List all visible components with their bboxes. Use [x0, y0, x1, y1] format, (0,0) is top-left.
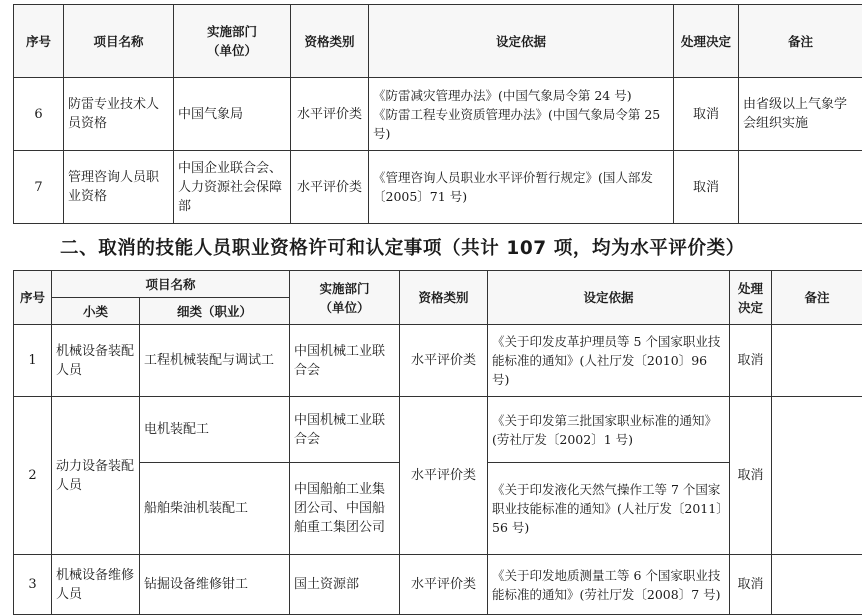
row-basis: 《关于印发地质测量工等 6 个国家职业技能标准的通知》(劳社厅发〔2008〕7 号): [488, 555, 730, 615]
header-note: 备注: [739, 5, 862, 78]
row-type: 水平评价类: [400, 325, 488, 397]
header-seq: 序号: [14, 271, 52, 325]
table-row: [14, 325, 862, 397]
header-basis: 设定依据: [488, 271, 730, 325]
row-seq: 6: [14, 78, 64, 151]
row-decision: 取消: [730, 325, 772, 397]
table-previous-items: [13, 4, 862, 224]
header-name: 项目名称: [64, 5, 174, 78]
header-subcategory: 细类（职业）: [140, 298, 290, 325]
row-basis: 《关于印发皮革护理员等 5 个国家职业技能标准的通知》(人社厅发〔2010〕96 号): [488, 325, 730, 397]
table2-header-row: [14, 271, 862, 298]
row-note: [739, 151, 862, 224]
row-dept: 中国气象局: [174, 78, 291, 151]
row-basis: 《管理咨询人员职业水平评价暂行规定》(国人部发〔2005〕71 号): [369, 151, 674, 224]
header-note: 备注: [772, 271, 862, 325]
section-heading: 二、取消的技能人员职业资格许可和认定事项（共计 107 项，均为水平评价类）: [60, 234, 860, 260]
row-type: 水平评价类: [400, 397, 488, 555]
row-basis: 《关于印发第三批国家职业标准的通知》(劳社厅发〔2002〕1 号): [488, 397, 730, 463]
row-seq: 3: [14, 555, 52, 615]
row-type: 水平评价类: [400, 555, 488, 615]
table-skill-items: [13, 270, 862, 615]
row-dept: 国土资源部: [290, 555, 400, 615]
header-seq: 序号: [14, 5, 64, 78]
header-type: 资格类别: [291, 5, 369, 78]
header-dept: 实施部门 （单位）: [174, 5, 291, 78]
table-row: [14, 397, 862, 463]
header-dept: 实施部门 （单位）: [290, 271, 400, 325]
row-basis: 《关于印发液化天然气操作工等 7 个国家职业技能标准的通知》(人社厅发〔2011〕56 号): [488, 463, 730, 555]
row-seq: 2: [14, 397, 52, 555]
row-subcategory: 钻掘设备维修钳工: [140, 555, 290, 615]
row-dept: 中国企业联合会、人力资源社会保障部: [174, 151, 291, 224]
row-category: 动力设备装配人员: [52, 397, 140, 555]
table-row: [14, 78, 862, 151]
row-basis: 《防雷减灾管理办法》(中国气象局令第 24 号) 《防雷工程专业资质管理办法》(中国气象局令第 25 号): [369, 78, 674, 151]
header-decision: 处理决定: [674, 5, 739, 78]
header-category: 小类: [52, 298, 140, 325]
row-type: 水平评价类: [291, 78, 369, 151]
row-decision: 取消: [730, 555, 772, 615]
row-subcategory: 电机装配工: [140, 397, 290, 463]
row-note: [772, 397, 862, 555]
row-subcategory: 工程机械装配与调试工: [140, 325, 290, 397]
table1-header-row: [14, 5, 862, 78]
row-decision: 取消: [730, 397, 772, 555]
row-decision: 取消: [674, 151, 739, 224]
row-note: [772, 555, 862, 615]
table-row: [14, 555, 862, 615]
row-name: 防雷专业技术人员资格: [64, 78, 174, 151]
row-dept: 中国机械工业联合会: [290, 397, 400, 463]
row-category: 机械设备维修人员: [52, 555, 140, 615]
table-row: [14, 151, 862, 224]
header-name: 项目名称: [52, 271, 290, 298]
row-category: 机械设备装配人员: [52, 325, 140, 397]
row-note: 由省级以上气象学会组织实施: [739, 78, 862, 151]
row-dept: 中国机械工业联合会: [290, 325, 400, 397]
header-type: 资格类别: [400, 271, 488, 325]
row-seq: 7: [14, 151, 64, 224]
header-basis: 设定依据: [369, 5, 674, 78]
row-seq: 1: [14, 325, 52, 397]
row-decision: 取消: [674, 78, 739, 151]
row-name: 管理咨询人员职业资格: [64, 151, 174, 224]
row-type: 水平评价类: [291, 151, 369, 224]
row-note: [772, 325, 862, 397]
row-subcategory: 船舶柴油机装配工: [140, 463, 290, 555]
header-decision: 处理 决定: [730, 271, 772, 325]
row-dept: 中国船舶工业集团公司、中国船舶重工集团公司: [290, 463, 400, 555]
